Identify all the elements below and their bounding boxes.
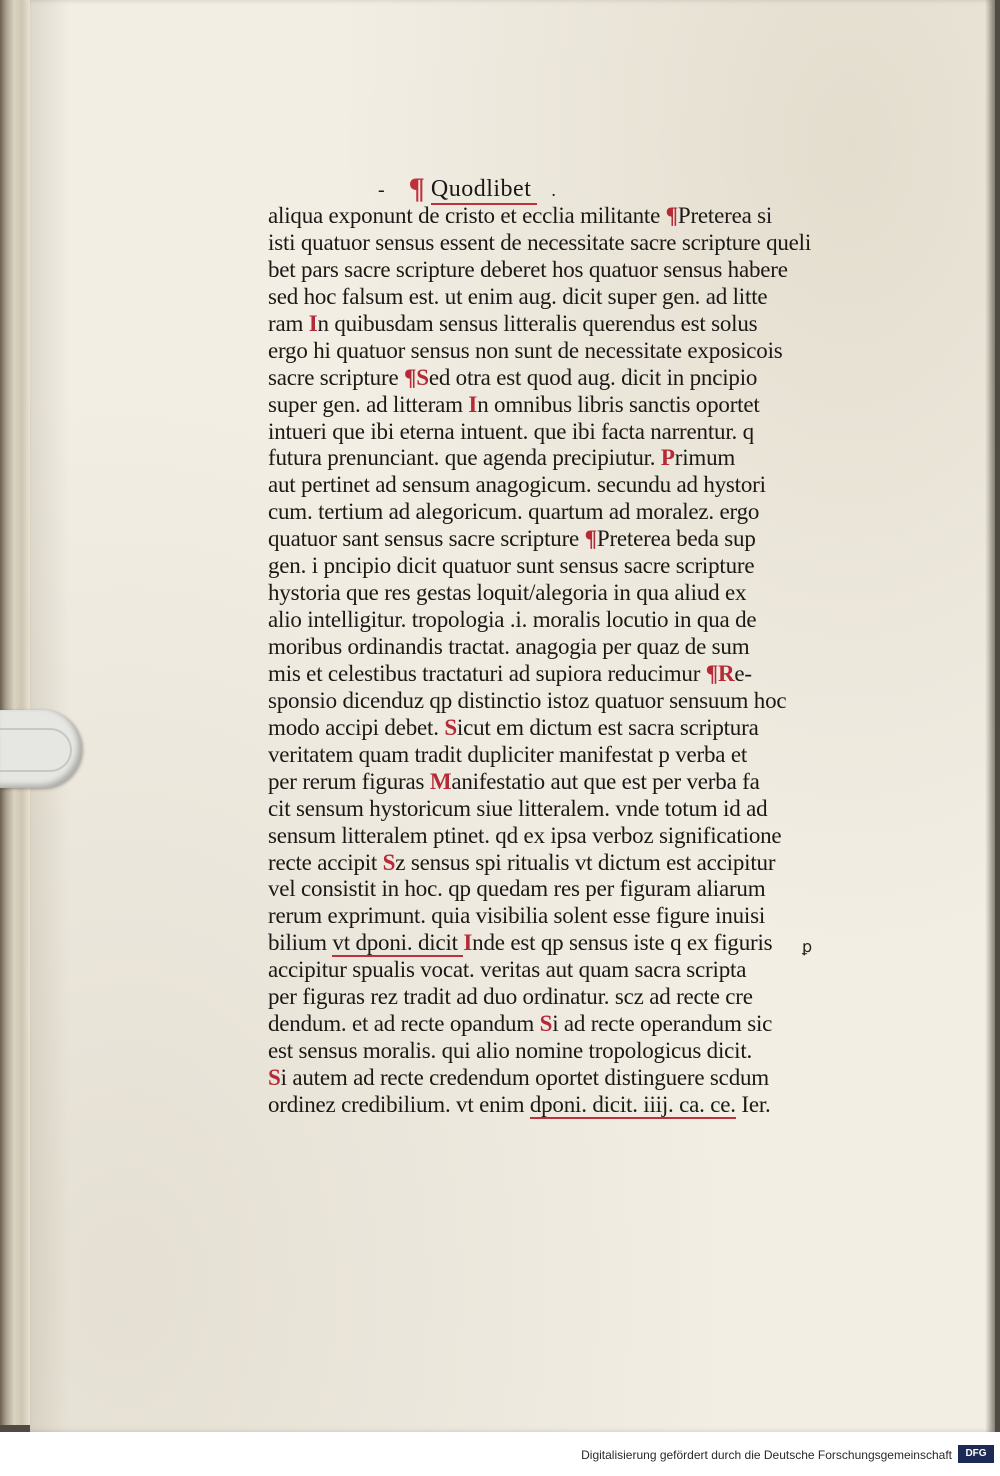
text-line (268, 257, 823, 284)
text-line (268, 526, 823, 553)
text-line (268, 230, 823, 257)
text-line (268, 553, 823, 580)
rubric-initial: M (429, 768, 452, 794)
line-text: vel consistit in hoc. qp quedam res per figuram aliarum (268, 876, 766, 902)
text-line (268, 1038, 823, 1065)
line-text: gen. i pncipio dicit quatuor sunt sensus sacre scripture (268, 553, 755, 579)
text-line (268, 984, 823, 1011)
running-header (378, 172, 608, 205)
line-text: ram (268, 310, 309, 336)
text-line (268, 634, 823, 661)
line-text: moribus ordinandis tractat. anagogia per quaz de sum (268, 634, 750, 659)
line-text-cont: Preterea si (677, 203, 773, 228)
line-text-cont: ed otra est quod aug. dicit in pncipio (428, 364, 758, 390)
line-text: sponsio dicenduz qp distinctio istoz quatuor sensuum hoc (268, 687, 787, 713)
line-text: isti quatuor sensus essent de necessitate sacre scripture queli (268, 229, 812, 255)
text-line (268, 392, 823, 419)
line-text: hystoria que res gestas loquit/alegoria in qua aliud ex (268, 580, 747, 606)
funding-credit: Digitalisierung gefördert durch die Deutsche Forschungsgemeinschaft (581, 1448, 952, 1462)
line-text-cont: rimum (674, 445, 736, 471)
line-text-cont: i autem ad recte credendum oportet distinguere scdum (280, 1065, 769, 1090)
rubric-initial: S (268, 1065, 281, 1090)
header-title: Quodlibet (431, 176, 538, 205)
underlined-reference: vt dponi. dicit (332, 930, 464, 956)
line-text: est sensus moralis. qui alio nomine tropologicus dicit. (268, 1038, 753, 1064)
line-text: per figuras rez tradit ad duo ordinatur. scz ad recte cre (268, 984, 753, 1010)
bookmark-clip (0, 710, 82, 788)
line-text: recte accipit (268, 849, 383, 875)
text-line (268, 742, 823, 769)
rubric-initial: ¶ (665, 203, 678, 228)
text-line (268, 903, 823, 930)
rubric-initial: S (444, 714, 457, 740)
line-text: per rerum figuras (268, 768, 430, 794)
line-text: modo accipi debet. (268, 714, 445, 740)
text-line (268, 769, 823, 796)
margin-note: ꝑ (802, 939, 813, 956)
text-line (268, 284, 823, 311)
text-line (268, 365, 823, 392)
line-text: sensum litteralem ptinet. qd ex ipsa verboz significatione (268, 822, 782, 848)
text-line (268, 203, 823, 230)
header-end: . (551, 180, 556, 200)
footer-bar (0, 1432, 1000, 1476)
page-gutter-shadow (985, 0, 995, 1432)
line-text: veritatem quam tradit dupliciter manifestat p verba et (268, 741, 748, 767)
text-line (268, 823, 823, 850)
line-text-cont: anifestatio aut que est per verba fa (451, 768, 760, 794)
line-text-cont: n quibusdam sensus litteralis querendus est solus (317, 310, 758, 336)
line-text-cont: i ad recte operandum sic (552, 1011, 773, 1037)
text-line (268, 311, 823, 338)
line-text: super gen. ad litteram (268, 391, 469, 417)
line-text: sed hoc falsum est. ut enim aug. dicit super gen. ad litte (268, 283, 768, 309)
line-text: futura prenunciant. que agenda precipiutur. (268, 445, 661, 471)
line-text-cont: Ier. (735, 1091, 771, 1117)
text-line (268, 850, 823, 877)
pilcrow-icon: ¶ (408, 172, 425, 205)
line-text: accipitur spualis vocat. veritas aut quam sacra scripta (268, 957, 747, 983)
line-text: sacre scripture (268, 364, 405, 390)
text-line (268, 796, 823, 823)
line-text: rerum exprimunt. quia visibilia solent esse figure inuisi (268, 903, 766, 929)
line-text-cont: nde est qp sensus iste q ex figuris (472, 930, 773, 956)
text-line (268, 930, 823, 957)
text-line (268, 445, 823, 472)
text-line (268, 607, 823, 634)
line-text: bilium (268, 930, 333, 956)
text-line (268, 715, 823, 742)
rubric-initial: I (463, 930, 473, 956)
underlined-reference: dponi. dicit. iiij. ca. ce. (529, 1091, 736, 1117)
text-line (268, 876, 823, 903)
line-text: aut pertinet ad sensum anagogicum. secundu ad hystori (268, 472, 766, 498)
dfg-logo: DFG (958, 1445, 994, 1463)
line-text: ergo hi quatuor sensus non sunt de necessitate exposicois (268, 337, 783, 363)
header-dash: - (378, 179, 385, 201)
rubric-initial: I (468, 391, 478, 417)
line-text-cont: icut em dictum est sacra scriptura (456, 714, 759, 740)
text-line (268, 580, 823, 607)
text-line (268, 472, 823, 499)
rubric-initial: P (660, 445, 675, 471)
line-text: cit sensum hystoricum siue litteralem. vnde totum id ad (268, 795, 768, 821)
rubric-initial: ¶S (404, 364, 429, 390)
line-text: quatuor sant sensus sacre scripture (268, 526, 585, 552)
text-line (268, 338, 823, 365)
rubric-initial: ¶ (584, 526, 597, 552)
text-column (268, 203, 823, 1119)
line-text: bet pars sacre scripture deberet hos quatuor sensus habere (268, 256, 788, 282)
text-line (268, 957, 823, 984)
line-text: alio intelligitur. tropologia .i. moralis locutio in qua de (268, 607, 757, 633)
line-text: cum. tertium ad alegoricum. quartum ad moralez. ergo (268, 499, 760, 525)
line-text-cont: e- (734, 660, 752, 686)
text-line (268, 1092, 823, 1119)
line-text-cont: n omnibus libris sanctis oportet (477, 391, 760, 417)
text-line (268, 661, 823, 688)
text-line (268, 1065, 823, 1092)
line-text: ordinez credibilium. vt enim (268, 1091, 530, 1117)
rubric-initial: S (539, 1011, 553, 1037)
line-text: aliqua exponunt de cristo et ecclia militante (268, 203, 666, 228)
line-text: dendum. et ad recte opandum (268, 1011, 540, 1037)
rubric-initial: S (382, 849, 396, 875)
text-line (268, 499, 823, 526)
text-line (268, 1011, 823, 1038)
line-text: intueri que ibi eterna intuent. que ibi facta narrentur. q (268, 418, 754, 444)
line-text: mis et celestibus tractaturi ad supiora reducimur (268, 660, 706, 686)
text-line (268, 419, 823, 446)
rubric-initial: ¶R (705, 660, 735, 686)
text-line (268, 688, 823, 715)
rubric-initial: I (308, 310, 318, 336)
line-text-cont: Preterea beda sup (596, 526, 756, 552)
line-text-cont: z sensus spi ritualis vt dictum est accipitur (395, 849, 776, 875)
